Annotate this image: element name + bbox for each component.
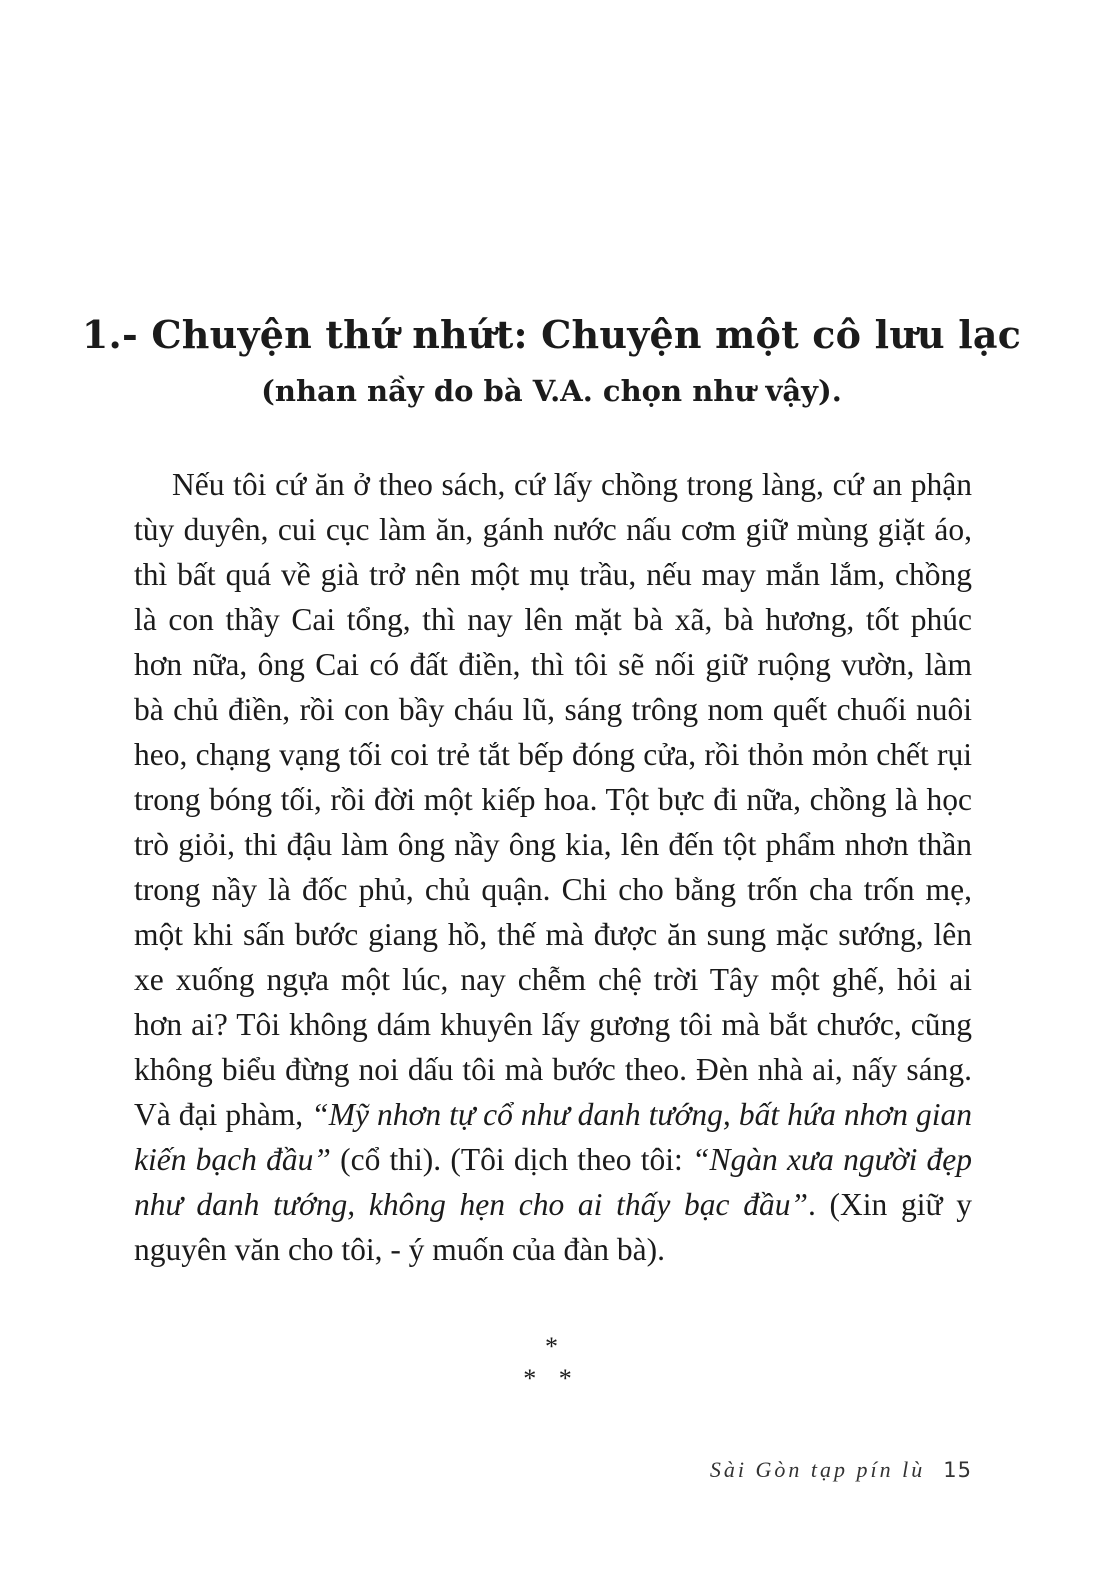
body-text-part-1: Nếu tôi cứ ăn ở theo sách, cứ lấy chồng trong làng, cứ an phận tùy duyên, cui cục làm ăn, gánh nước nấu cơm giữ mùng giặt áo, thì bất quá về già trở nên một mụ trầu, nếu may mắn lắm, chồng là con thầy Cai tổng, thì nay lên mặt bà xã, bà hương, tốt phúc hơn nữa, ông Cai có đất điền, thì tôi sẽ nối giữ ruộng vườn, làm bà chủ điền, rồi con bầy cháu lũ, sáng trông nom quết chuối nuôi heo, chạng vạng tối coi trẻ tắt bếp đóng cửa, rồi thỏn mỏn chết rụi trong bóng tối, rồi đời một kiếp hoa. Tột bực đi nữa, chồng là học trò giỏi, thi đậu làm ông nầy ông kia, lên đến tột phẩm nhơn thần trong nầy là đốc phủ, chủ quận. Chi cho bằng trốn cha trốn mẹ, một khi sấn bước giang hồ, thế mà được ăn sung mặc sướng, lên xe xuống ngựa một lúc, nay chễm chệ trời Tây một ghế, hỏi ai hơn ai? Tôi không dám khuyên lấy gương tôi mà bắt chước, cũng không biểu đừng noi dấu tôi mà bước theo. Đèn nhà ai, nấy sáng. Và đại phàm, xyxy=(134,467,972,1132)
section-separator-bottom: * * xyxy=(523,1364,580,1393)
page-footer xyxy=(710,1457,972,1483)
quote-original: “Mỹ nhơn tự cổ như danh tướng, bất hứa nhơn gian kiến bạch đầu” xyxy=(134,1097,972,1177)
page-number: 15 xyxy=(943,1458,972,1482)
running-book-title: Sài Gòn tạp pín lù xyxy=(709,1457,926,1482)
body-paragraph xyxy=(134,462,972,1272)
chapter-subtitle: (nhan nầy do bà V.A. chọn như vậy). xyxy=(261,374,842,408)
body-text-part-2: (cổ thi). (Tôi dịch theo tôi: xyxy=(330,1142,692,1177)
body-text-part-3: . (Xin giữ y nguyên văn cho tôi, - ý muốn của đàn bà). xyxy=(134,1187,972,1267)
quote-translation: “Ngàn xưa người đẹp như danh tướng, không hẹn cho ai thấy bạc đầu” xyxy=(134,1142,973,1222)
section-separator-top: * xyxy=(545,1332,558,1361)
chapter-title: 1.- Chuyện thứ nhứt: Chuyện một cô lưu lạc xyxy=(81,312,1022,357)
